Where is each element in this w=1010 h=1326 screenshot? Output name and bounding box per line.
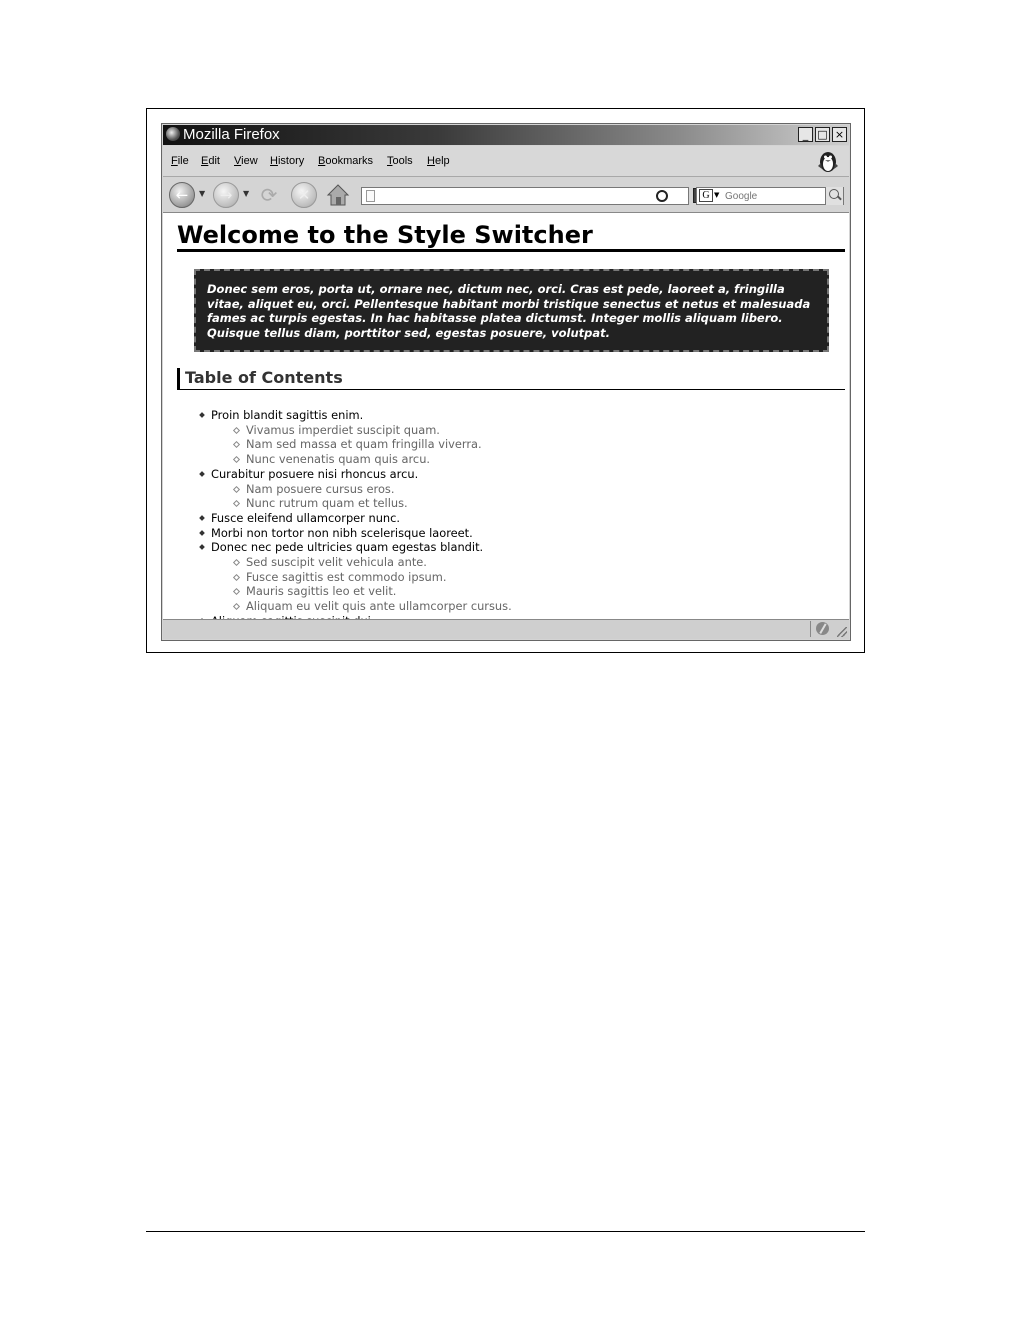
title-bar	[163, 125, 849, 145]
toc-subitem: Nunc rutrum quam et tellus.	[211, 496, 819, 511]
window-title: Mozilla Firefox	[183, 126, 280, 143]
toc-subitem: Nam posuere cursus eros.	[211, 482, 819, 497]
toc-item	[199, 408, 819, 467]
page-content	[163, 213, 849, 619]
status-separator	[810, 621, 811, 637]
reload-icon[interactable]: ⟳	[260, 183, 278, 207]
security-status-icon[interactable]	[816, 622, 829, 635]
toc-item-label: Proin blandit sagittis enim.	[211, 408, 364, 422]
url-input[interactable]	[380, 189, 650, 203]
screenshot-frame	[146, 108, 865, 653]
search-input[interactable]	[725, 189, 821, 203]
menu-tools[interactable]: Tools	[387, 155, 413, 167]
table-of-contents	[199, 408, 819, 629]
search-icon[interactable]	[825, 187, 843, 205]
toc-subitem: Sed suscipit velit vehicula ante.	[211, 555, 819, 570]
close-button[interactable]: ×	[832, 127, 847, 142]
url-bar[interactable]	[361, 187, 689, 205]
menu-edit[interactable]: Edit	[201, 155, 220, 167]
intro-paragraph: Donec sem eros, porta ut, ornare nec, dictum nec, orci. Cras est pede, laoreet a, fringilla vitae, aliquet eu, orci. Pellentesque habitant morbi tristique senectus et netus et malesuada fames ac turpis egestas. In hac habitasse platea dictumst. Integer mollis aliquam libero. Quisque tellus diam, porttitor sed, egestas posuere, volutpat.	[194, 269, 829, 352]
menu-bookmarks[interactable]: Bookmarks	[318, 155, 374, 167]
toc-item	[199, 526, 819, 541]
toc-item	[199, 467, 819, 511]
back-history-dropdown-icon[interactable]: ▼	[199, 189, 206, 198]
maximize-button[interactable]: □	[815, 127, 830, 142]
search-bar[interactable]	[696, 187, 844, 205]
toc-subitem: Fusce sagittis est commodo ipsum.	[211, 570, 819, 585]
minimize-button[interactable]: _	[798, 127, 813, 142]
menu-help[interactable]: Help	[427, 155, 450, 167]
toc-item-label: Morbi non tortor non nibh scelerisque laoreet.	[211, 525, 473, 540]
menu-view[interactable]: View	[234, 155, 258, 167]
browser-window	[161, 123, 851, 641]
page-icon	[366, 190, 375, 202]
toc-item	[199, 540, 819, 614]
toc-item-label: Donec nec pede ultricies quam egestas blandit.	[211, 540, 484, 555]
forward-history-dropdown-icon[interactable]: ▼	[243, 189, 250, 198]
stop-icon[interactable]: ✕	[291, 182, 317, 208]
navigation-toolbar	[163, 177, 849, 213]
forward-icon[interactable]: →	[213, 182, 239, 208]
toc-item-label: Curabitur posuere nisi rhoncus arcu.	[211, 466, 419, 481]
window-controls	[798, 127, 847, 142]
firefox-icon	[166, 127, 180, 141]
menu-bar	[163, 146, 849, 177]
page-footer-rule	[146, 1231, 865, 1232]
search-engine-dropdown-icon[interactable]: ▼	[714, 191, 720, 199]
toc-subitem: Nunc venenatis quam quis arcu.	[211, 452, 819, 467]
toc-item-label: Fusce eleifend ullamcorper nunc.	[211, 510, 401, 525]
menu-file[interactable]: File	[171, 155, 189, 167]
toc-subitem: Mauris sagittis leo et velit.	[211, 584, 819, 599]
toc-item	[199, 511, 819, 526]
page-title: Welcome to the Style Switcher	[177, 221, 845, 252]
home-icon[interactable]	[325, 182, 351, 208]
toc-subitem: Vivamus imperdiet suscipit quam.	[211, 423, 819, 438]
back-icon[interactable]: ←	[169, 182, 195, 208]
site-identity-icon[interactable]	[656, 190, 668, 202]
status-bar	[163, 619, 849, 639]
toc-subitem: Aliquam eu velit quis ante ullamcorper cursus.	[211, 599, 819, 614]
menu-history[interactable]: History	[270, 155, 305, 167]
toc-heading: Table of Contents	[177, 368, 845, 390]
resize-grip-icon[interactable]	[837, 627, 847, 637]
penguin-icon	[815, 149, 841, 173]
toc-subitem: Nam sed massa et quam fringilla viverra.	[211, 437, 819, 452]
search-engine-icon[interactable]: G	[699, 189, 713, 202]
